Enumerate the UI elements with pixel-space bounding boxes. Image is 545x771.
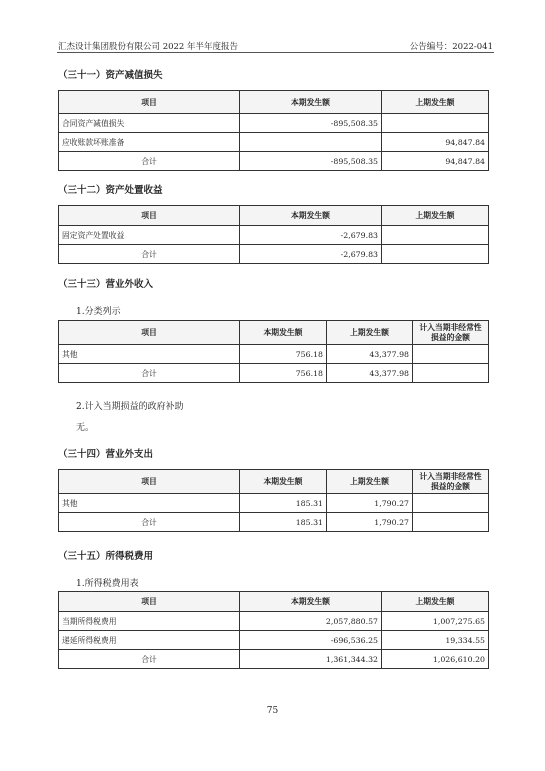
section-title-asset-disposal: （三十二）资产处置收益: [58, 185, 163, 196]
row-previous: 43,377.98: [327, 345, 413, 364]
header-announcement-number: 公告编号：2022-041: [409, 42, 493, 52]
row-non-recurring: [413, 494, 489, 513]
section-title-non-operating-income: （三十三）营业外收入: [58, 279, 154, 290]
row-previous: [382, 226, 489, 245]
col-header-item: 项目: [59, 470, 240, 494]
row-item: 应收账款坏账准备: [59, 133, 240, 152]
subsection-classification: 1.分类列示: [76, 307, 121, 317]
row-item: 合计: [59, 650, 240, 669]
table-row: [59, 133, 489, 152]
row-current: 185.31: [240, 513, 327, 532]
row-previous: 1,790.27: [327, 494, 413, 513]
row-item: 合计: [59, 245, 240, 264]
col-header-previous: 上期发生额: [382, 206, 489, 226]
row-current: -696,536.25: [240, 631, 382, 650]
table-row: [59, 494, 489, 513]
row-non-recurring: [413, 345, 489, 364]
row-current: -2,679.83: [240, 226, 382, 245]
table-row-total: [59, 245, 489, 264]
col-header-item: 项目: [59, 91, 240, 114]
row-current: 2,057,880.57: [240, 612, 382, 631]
header-divider: [57, 52, 494, 53]
table-row: [59, 345, 489, 364]
subsection-income-tax-table: 1.所得税费用表: [76, 579, 139, 589]
none-text: 无。: [76, 423, 95, 433]
page-number: 75: [266, 706, 279, 716]
row-current: [240, 133, 382, 152]
table-row: [59, 226, 489, 245]
table-row: [59, 631, 489, 650]
col-header-item: 项目: [59, 592, 240, 612]
row-item: 合计: [59, 364, 240, 383]
row-current: 756.18: [240, 364, 327, 383]
col-header-previous: 上期发生额: [327, 470, 413, 494]
row-non-recurring: [413, 364, 489, 383]
row-item: 其他: [59, 345, 240, 364]
row-current: 185.31: [240, 494, 327, 513]
row-item: 合同资产减值损失: [59, 114, 240, 133]
table-row-total: [59, 364, 489, 383]
col-header-item: 项目: [59, 321, 240, 345]
table-row-total: [59, 152, 489, 171]
col-header-current: 本期发生额: [240, 321, 327, 345]
row-item: 递延所得税费用: [59, 631, 240, 650]
col-header-previous: 上期发生额: [382, 91, 489, 114]
col-header-current: 本期发生额: [240, 470, 327, 494]
row-current: -2,679.83: [240, 245, 382, 264]
col-header-non-recurring: [413, 470, 489, 494]
row-previous: 1,790.27: [327, 513, 413, 532]
section-title-asset-impairment: （三十一）资产减值损失: [58, 70, 163, 81]
table-non-operating-income: [58, 320, 489, 383]
row-previous: 1,007,275.65: [382, 612, 489, 631]
table-asset-disposal: [58, 205, 489, 264]
subsection-government-subsidy: 2.计入当期损益的政府补助: [76, 402, 184, 412]
table-asset-impairment: [58, 90, 489, 171]
row-previous: 1,026,610.20: [382, 650, 489, 669]
section-title-income-tax: （三十五）所得税费用: [58, 551, 154, 562]
col-header-non-recurring: [413, 321, 489, 345]
table-row: [59, 114, 489, 133]
table-row-total: [59, 513, 489, 532]
col-header-non-recurring-line2: 损益的金额: [431, 481, 470, 491]
row-current: 1,361,344.32: [240, 650, 382, 669]
row-current: -895,508.35: [240, 114, 382, 133]
row-item: 合计: [59, 513, 240, 532]
row-non-recurring: [413, 513, 489, 532]
col-header-non-recurring-line1: 计入当期非经常性: [419, 322, 482, 332]
row-previous: 94,847.84: [382, 133, 489, 152]
col-header-previous: 上期发生额: [382, 592, 489, 612]
section-title-non-operating-expense: （三十四）营业外支出: [58, 449, 154, 460]
header-company-report: 汇杰设计集团股份有限公司 2022 年半年度报告: [58, 42, 239, 52]
row-current: -895,508.35: [240, 152, 382, 171]
table-row-total: [59, 650, 489, 669]
table-row: [59, 612, 489, 631]
row-previous: 19,334.55: [382, 631, 489, 650]
col-header-item: 项目: [59, 206, 240, 226]
table-income-tax: [58, 591, 489, 669]
row-previous: 43,377.98: [327, 364, 413, 383]
table-non-operating-expense: [58, 469, 489, 532]
row-item: 固定资产处置收益: [59, 226, 240, 245]
col-header-non-recurring-line2: 损益的金额: [431, 332, 470, 342]
row-previous: [382, 245, 489, 264]
row-previous: [382, 114, 489, 133]
col-header-current: 本期发生额: [240, 206, 382, 226]
col-header-non-recurring-line1: 计入当期非经常性: [419, 471, 482, 481]
row-previous: 94,847.84: [382, 152, 489, 171]
row-current: 756.18: [240, 345, 327, 364]
row-item: 其他: [59, 494, 240, 513]
col-header-current: 本期发生额: [240, 91, 382, 114]
row-item: 当期所得税费用: [59, 612, 240, 631]
row-item: 合计: [59, 152, 240, 171]
col-header-current: 本期发生额: [240, 592, 382, 612]
col-header-previous: 上期发生额: [327, 321, 413, 345]
